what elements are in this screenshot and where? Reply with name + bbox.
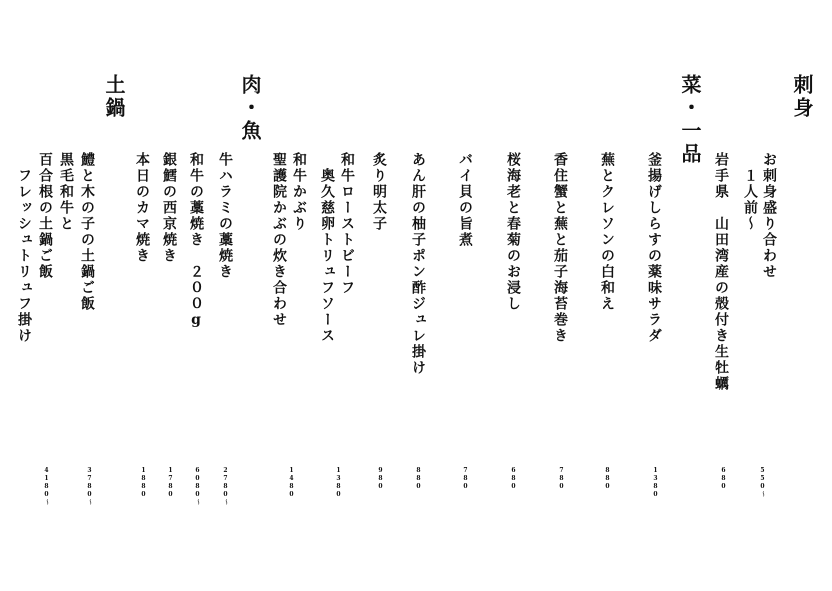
menu-item-price: 1380 xyxy=(335,467,342,499)
menu-item-name: 和牛の藁焼き ２００g xyxy=(188,152,204,330)
menu-item-price: 980 xyxy=(377,467,384,491)
menu-item-name: フレッシュトリュフ掛け xyxy=(16,152,32,344)
menu-item-name: バイ貝の旨煮 xyxy=(457,152,473,248)
menu-item-price: 680 xyxy=(720,467,727,491)
menu-item-price: 550〜 xyxy=(759,467,766,498)
menu-item-name: 奥久慈卵トリュフソース xyxy=(319,152,335,344)
menu-item-price: 2780〜 xyxy=(222,467,229,506)
menu-item-name: 和牛ローストビーフ xyxy=(339,152,355,296)
menu-item-price: 4180〜 xyxy=(43,467,50,506)
menu-item-price: 880 xyxy=(415,467,422,491)
section-heading-niku-sakana: 肉・魚 xyxy=(238,74,262,143)
menu-item-price: 1780 xyxy=(167,467,174,499)
menu-item-price: 880 xyxy=(604,467,611,491)
menu-item-name: 和牛かぶり xyxy=(291,152,307,232)
menu-item-name: 香住蟹と蕪と茄子海苔巻き xyxy=(552,152,568,344)
menu-item-price: 1880 xyxy=(140,467,147,499)
menu-item-name: 蕪とクレソンの白和え xyxy=(599,152,615,312)
menu-item-name: 鱧と木の子の土鍋ご飯 xyxy=(79,152,95,312)
section-heading-sashimi: 刺身 xyxy=(790,74,814,120)
menu-item-name: 銀鱈の西京焼き xyxy=(161,152,177,264)
menu-item-price: 6080〜 xyxy=(194,467,201,506)
menu-item-price: 680 xyxy=(510,467,517,491)
menu-item-name: 聖護院かぶの炊き合わせ xyxy=(271,152,287,328)
menu-item-name: 百合根の土鍋ご飯 xyxy=(37,152,53,280)
menu-item-price: 1480 xyxy=(288,467,295,499)
menu-item-name: 本日のカマ焼き xyxy=(134,152,150,264)
menu-item-name: 岩手県 山田湾産の殻付き生牡蠣 xyxy=(713,152,729,392)
menu-item-name: 牛ハラミの藁焼き xyxy=(217,152,233,280)
section-heading-sai-ippin: 菜・一品 xyxy=(678,74,702,166)
menu-item-name: 釜揚げしらすの薬味サラダ xyxy=(646,152,662,344)
menu-item-price: 780 xyxy=(462,467,469,491)
menu-item-name: あん肝の柚子ポン酢ジュレ掛け xyxy=(410,152,426,376)
menu-item-price: 1380 xyxy=(652,467,659,499)
menu-item-name: 炙り明太子 xyxy=(371,152,387,232)
menu-item-name: お刺身盛り合わせ xyxy=(761,152,777,280)
menu-item-price: 3780〜 xyxy=(86,467,93,506)
section-heading-donabe: 土鍋 xyxy=(102,74,126,120)
menu-item-name: 桜海老と春菊のお浸し xyxy=(505,152,521,312)
menu-item-name: 黒毛和牛と xyxy=(58,152,74,232)
menu-item-price: 780 xyxy=(558,467,565,491)
menu-item-name: １人前〜 xyxy=(742,152,758,232)
